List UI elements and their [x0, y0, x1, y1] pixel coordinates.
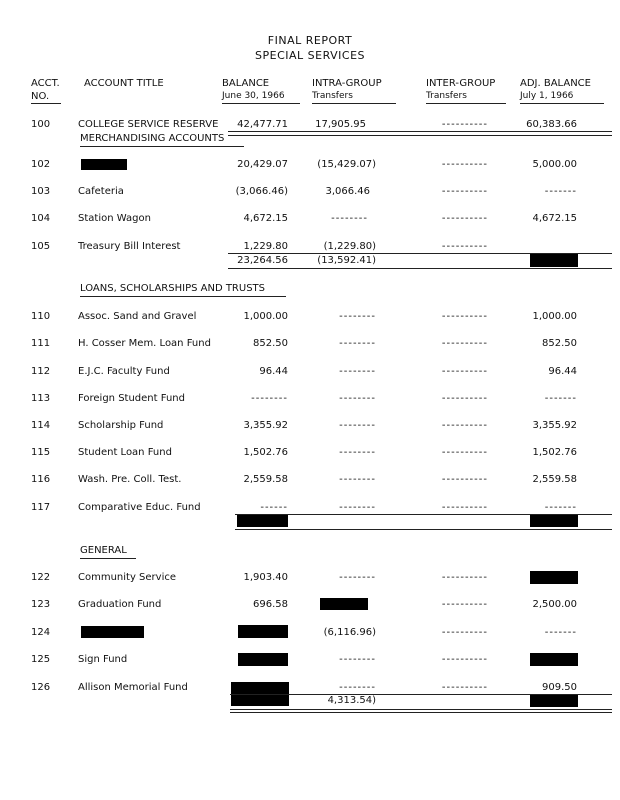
row-title: Allison Memorial Fund	[78, 682, 188, 693]
row-adj: 852.50	[542, 338, 577, 349]
subtotal-intra: 4,313.54)	[327, 695, 376, 706]
redaction-bar	[530, 254, 578, 267]
row-title: Scholarship Fund	[78, 420, 164, 431]
section-general: GENERAL	[80, 545, 127, 556]
row-intra: --------	[339, 338, 376, 349]
row-intra: (1,229.80)	[323, 241, 376, 252]
row-adj: -------	[544, 627, 577, 638]
row-inter: ----------	[441, 119, 488, 130]
row-balance: 2,559.58	[243, 474, 288, 485]
row-intra: --------	[339, 572, 376, 583]
row-inter: ----------	[441, 502, 488, 513]
row-balance: 1,502.76	[243, 447, 288, 458]
row-balance: ------	[260, 502, 288, 513]
subtotal-balance: 23,264.56	[237, 255, 288, 266]
row-balance: 3,355.92	[243, 420, 288, 431]
row-inter: ----------	[441, 366, 488, 377]
redaction-bar	[81, 159, 127, 170]
row-acct: 123	[31, 599, 51, 610]
row-inter: ----------	[441, 627, 488, 638]
row-inter: ----------	[441, 159, 488, 170]
row-intra: --------	[339, 682, 376, 693]
row-adj: 4,672.15	[532, 213, 577, 224]
row-inter: ----------	[441, 599, 488, 610]
redaction-bar	[81, 626, 144, 638]
header-intra: INTRA-GROUP Transfers	[312, 78, 382, 101]
subtotal-rule-double	[230, 712, 612, 713]
row-intra: --------	[339, 474, 376, 485]
row-acct: 111	[31, 338, 51, 349]
row-adj: 2,559.58	[532, 474, 577, 485]
row-intra: 17,905.95	[315, 119, 366, 130]
row-inter: ----------	[441, 682, 488, 693]
header-acct-underline	[31, 103, 61, 104]
row-inter: ----------	[441, 213, 488, 224]
header-balance: BALANCE June 30, 1966	[222, 78, 285, 101]
row-intra: (15,429.07)	[317, 159, 376, 170]
section-merchandising: MERCHANDISING ACCOUNTS	[80, 133, 225, 144]
row-intra: --------	[339, 654, 376, 665]
row-title: H. Cosser Mem. Loan Fund	[78, 338, 211, 349]
row-acct: 105	[31, 241, 51, 252]
row-adj: 909.50	[542, 682, 577, 693]
row-intra: --------	[339, 366, 376, 377]
row-intra: --------	[339, 502, 376, 513]
redaction-bar	[530, 515, 578, 527]
row-acct: 122	[31, 572, 51, 583]
row-balance: 1,229.80	[243, 241, 288, 252]
header-adj-underline	[520, 103, 604, 104]
row-title: Student Loan Fund	[78, 447, 172, 458]
row-intra: --------	[339, 447, 376, 458]
row-acct: 102	[31, 159, 51, 170]
row-balance: 96.44	[259, 366, 288, 377]
header-inter: INTER-GROUP Transfers	[426, 78, 496, 101]
row-acct: 124	[31, 627, 51, 638]
row-adj: 1,000.00	[532, 311, 577, 322]
section-merchandising-underline	[80, 146, 244, 147]
row-acct: 126	[31, 682, 51, 693]
row-intra: --------	[339, 393, 376, 404]
row-inter: ----------	[441, 447, 488, 458]
redaction-bar	[238, 625, 288, 638]
row-acct: 113	[31, 393, 51, 404]
subtotal-rule-bottom	[235, 529, 612, 530]
row-balance: 4,672.15	[243, 213, 288, 224]
row-inter: ----------	[441, 420, 488, 431]
row-adj: -------	[544, 186, 577, 197]
row-intra: (6,116.96)	[323, 627, 376, 638]
redaction-bar	[530, 571, 578, 584]
row-title: Sign Fund	[78, 654, 128, 665]
row-intra: --------	[339, 420, 376, 431]
row-acct: 114	[31, 420, 51, 431]
row-title: Wash. Pre. Coll. Test.	[78, 474, 182, 485]
row-balance: 42,477.71	[237, 119, 288, 130]
row-acct: 112	[31, 366, 51, 377]
row-title: E.J.C. Faculty Fund	[78, 366, 170, 377]
report-title: FINAL REPORT	[267, 34, 353, 47]
row-acct: 103	[31, 186, 51, 197]
section-loans-underline	[80, 296, 286, 297]
header-intra-underline	[312, 103, 396, 104]
row-balance: (3,066.46)	[235, 186, 288, 197]
redaction-bar	[320, 598, 368, 610]
redaction-bar	[238, 653, 288, 666]
row-title: Community Service	[78, 572, 177, 583]
report-subtitle: SPECIAL SERVICES	[255, 49, 365, 62]
row-acct: 116	[31, 474, 51, 485]
row-balance: 1,000.00	[243, 311, 288, 322]
row-adj: 1,502.76	[532, 447, 577, 458]
row-acct: 104	[31, 213, 51, 224]
row-title: COLLEGE SERVICE RESERVE	[78, 119, 219, 130]
row-inter: ----------	[441, 572, 488, 583]
row-inter: ----------	[441, 186, 488, 197]
row-acct: 100	[31, 119, 51, 130]
section-loans: LOANS, SCHOLARSHIPS AND TRUSTS	[80, 283, 265, 294]
row-acct: 115	[31, 447, 51, 458]
row-inter: ----------	[441, 338, 488, 349]
row-adj: 60,383.66	[526, 119, 577, 130]
row-intra: --------	[331, 213, 368, 224]
row-title: Foreign Student Fund	[78, 393, 185, 404]
row-adj: 2,500.00	[532, 599, 577, 610]
row-adj: 3,355.92	[532, 420, 577, 431]
row-title: Station Wagon	[78, 213, 151, 224]
header-adj-balance: ADJ. BALANCE July 1, 1966	[520, 78, 591, 101]
row-balance: --------	[251, 393, 288, 404]
row-intra: --------	[339, 311, 376, 322]
row-acct: 125	[31, 654, 51, 665]
header-account-title: ACCOUNT TITLE	[84, 78, 164, 89]
row-balance: 696.58	[253, 599, 288, 610]
header-balance-underline	[222, 103, 300, 104]
row-inter: ----------	[441, 241, 488, 252]
row-title: Cafeteria	[78, 186, 124, 197]
subtotal-rule-bottom	[230, 709, 612, 710]
redaction-bar	[530, 653, 578, 666]
row-balance: 1,903.40	[243, 572, 288, 583]
row-balance: 20,429.07	[237, 159, 288, 170]
row-adj: -------	[544, 393, 577, 404]
row-balance: 852.50	[253, 338, 288, 349]
row-title: Assoc. Sand and Gravel	[78, 311, 197, 322]
double-rule	[228, 131, 612, 136]
row-acct: 117	[31, 502, 51, 513]
row-inter: ----------	[441, 393, 488, 404]
redaction-bar	[237, 515, 288, 527]
row-inter: ----------	[441, 654, 488, 665]
redaction-bar	[530, 695, 578, 707]
subtotal-intra: (13,592.41)	[317, 255, 376, 266]
row-acct: 110	[31, 311, 51, 322]
row-inter: ----------	[441, 474, 488, 485]
row-inter: ----------	[441, 311, 488, 322]
header-acct: ACCT. NO.	[31, 78, 60, 102]
row-adj: 5,000.00	[532, 159, 577, 170]
subtotal-rule-bottom	[228, 268, 612, 269]
row-adj: 96.44	[548, 366, 577, 377]
header-inter-underline	[426, 103, 506, 104]
row-adj: -------	[544, 502, 577, 513]
row-title: Treasury Bill Interest	[78, 241, 181, 252]
row-title: Graduation Fund	[78, 599, 162, 610]
row-intra: 3,066.46	[325, 186, 370, 197]
section-general-underline	[80, 558, 136, 559]
row-title: Comparative Educ. Fund	[78, 502, 201, 513]
